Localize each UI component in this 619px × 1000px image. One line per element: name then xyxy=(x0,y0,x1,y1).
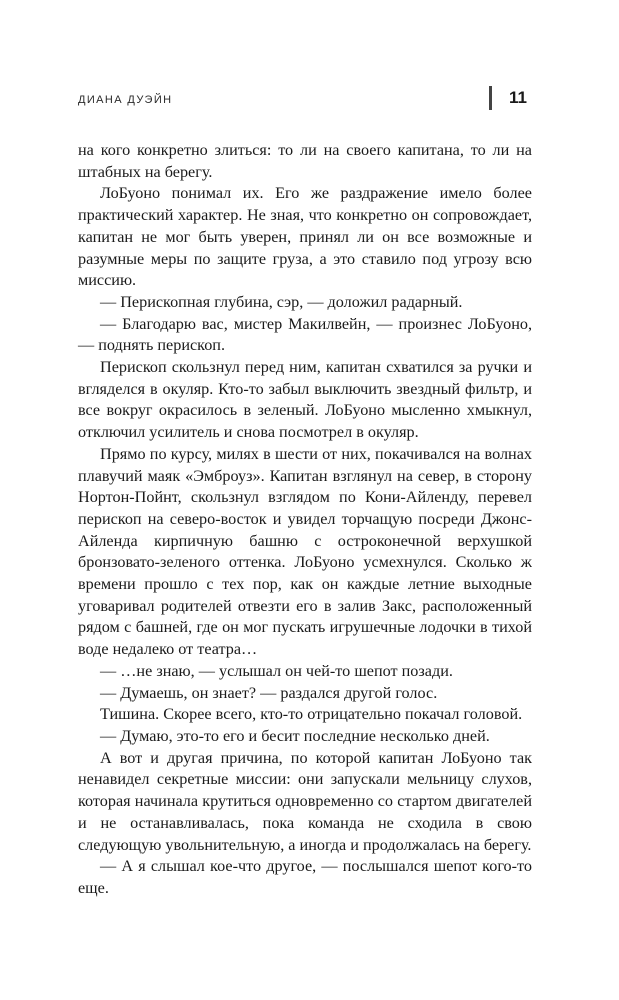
dialogue-line: — Думаю, это-то его и бесит последние несколько дней. xyxy=(100,726,490,745)
dialogue-line: — Думаешь, он знает? — раздался другой голос. xyxy=(100,683,438,702)
dialogue-line: — Перископная глубина, сэр, — доложил радарный. xyxy=(100,292,463,311)
page-number: 11 xyxy=(509,88,527,107)
dialogue-line: — А я слышал кое-что другое, — послышался шепот кого-то еще. xyxy=(78,857,532,897)
dialogue-line: — Благодарю вас, мистер Макилвейн, — произнес ЛоБуоно, — поднять перископ. xyxy=(78,314,532,355)
paragraph: Прямо по курсу, милях в шести от них, покачивался на волнах плавучий маяк «Эмброуз». Капитан взглянул на север, в сторону Нортон-Пойнт, скользнул взглядом по Кони-Айленду, перевел перископ на северо-восток и увидел торчащую посреди Джонс-Айленда кирпичную башню с остроконечной верхушкой бронзовато-зеленого оттенка. ЛоБуоно усмехнулся. Сколько ж времени прошло с тех пор, как он каждые летние выходные уговаривал родителей отвезти его в залив Закс, расположенный рядом с башней, где он мог пускать игрушечные лодочки в тихой воде недалеко от театра… xyxy=(78,444,532,659)
paragraph: Тишина. Скорее всего, кто-то отрицательно покачал головой. xyxy=(100,705,523,724)
dialogue-line: — …не знаю, — услышал он чей-то шепот позади. xyxy=(100,661,453,680)
body-text xyxy=(78,140,532,900)
running-head-author: ДИАНА ДУЭЙН xyxy=(78,94,173,106)
header-divider xyxy=(489,86,492,110)
paragraph: А вот и другая причина, по которой капитан ЛоБуоно так ненавидел секретные миссии: они запускали мельницу слухов, которая начинала крутиться одновременно со стартом двигателей и не останавливалась, пока команда не сходила в свою следующую увольнительную, а иногда и продолжалась на берегу. xyxy=(78,748,532,854)
paragraph: Перископ скользнул перед ним, капитан схватился за ручки и вгляделся в окуляр. Кто-то забыл выключить звездный фильтр, и все вокруг окрасилось в зеленый. ЛоБуоно мысленно хмыкнул, отключил усилитель и снова посмотрел в окуляр. xyxy=(78,358,532,442)
paragraph: на кого конкретно злиться: то ли на своего капитана, то ли на штабных на берегу. xyxy=(78,141,532,181)
paragraph: ЛоБуоно понимал их. Его же раздражение имело более практический характер. Не зная, что конкретно он сопровождает, капитан не мог быть уверен, принял ли он все возможные и разумные меры по защите груза, а это ставило под угрозу всю миссию. xyxy=(78,184,532,290)
